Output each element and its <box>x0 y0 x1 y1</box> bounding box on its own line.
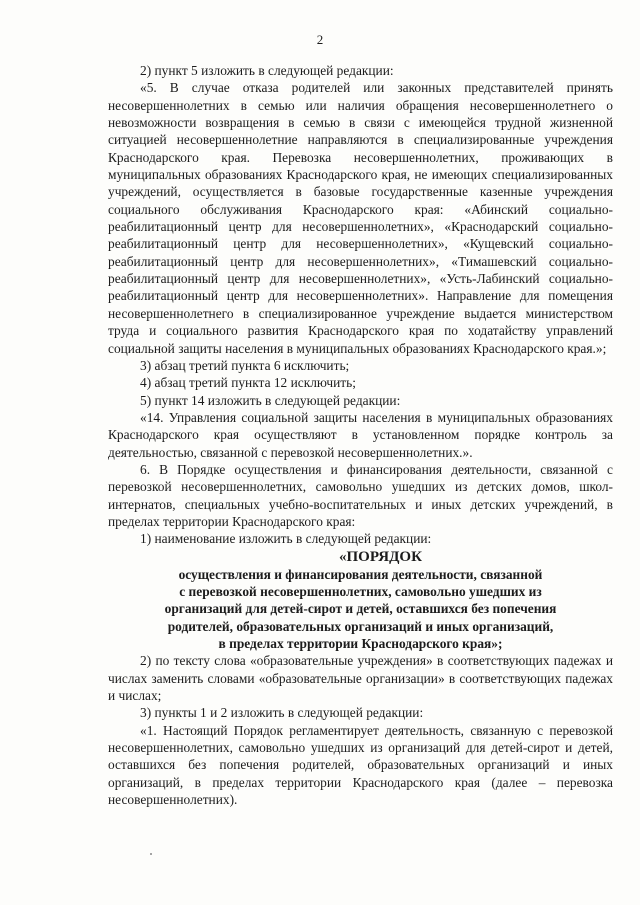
paragraph: «5. В случае отказа родителей или законных представителей принять несовершеннолетних в семью или наличия обращения несовершеннолетнего о невозможности возвращения в семью в связи с имеющейся трудной жизненной ситуацией несовершеннолетние направляются в специализированные учреждения Краснодарского края. Перевозка несовершеннолетних, проживающих в муниципальных образованиях Краснодарского края, не имеющих специализированных учреждений, осуществляется в базовые государственные казенные учреждения социального обслуживания Краснодарского края: «Абинский социально-реабилитационный центр для несовершеннолетних», «Краснодарский социально-реабилитационный центр для несовершеннолетних», «Кущевский социально-реабилитационный центр для несовершеннолетних», «Тимашевский социально-реабилитационный центр для несовершеннолетних», «Усть-Лабинский социально-реабилитационный центр для несовершеннолетних». Направление для помещения несовершеннолетнего в специализированное учреждение выдается министерством труда и социального развития Краснодарского края по ходатайству управлений социальной защиты населения в муниципальных образованиях Краснодарского края.»; <box>108 80 613 356</box>
title-line: родителей, образовательных организаций и иных организаций, <box>167 618 554 634</box>
document-body <box>108 62 613 808</box>
paragraph: 3) абзац третий пункта 6 исключить; <box>140 357 350 373</box>
paragraph: 1) наименование изложить в следующей редакции: <box>140 531 432 547</box>
title-main: «ПОРЯДОК <box>339 548 422 565</box>
title-line: в пределах территории Краснодарского края»; <box>218 636 503 651</box>
document-title-block <box>108 548 613 653</box>
paragraph: 5) пункт 14 изложить в следующей редакции: <box>140 392 401 408</box>
paragraph: 2) пункт 5 изложить в следующей редакции: <box>140 63 394 78</box>
page-number: 2 <box>316 32 324 47</box>
paragraph: 6. В Порядке осуществления и финансирования деятельности, связанной с перевозкой несовершеннолетних, самовольно ушедших из детских домов, школ-интернатов, специальных учебно-воспитательных и иных детских учреждений, в пределах территории Краснодарского края: <box>108 461 613 529</box>
paragraph: 2) по тексту слова «образовательные учреждения» в соответствующих падежах и числах заменить словами «образовательные организации» в соответствующих падежах и числах; <box>108 653 613 704</box>
paragraph: «14. Управления социальной защиты населения в муниципальных образованиях Краснодарского края осуществляют в установленном порядке контроль за деятельностью, связанной с перевозкой несовершеннолетних.». <box>108 409 613 460</box>
title-line: организаций для детей-сирот и детей, оставшихся без попечения <box>164 601 557 617</box>
paragraph: 4) абзац третий пункта 12 исключить; <box>140 375 356 391</box>
title-line: с перевозкой несовершеннолетних, самовольно ушедших из <box>179 583 542 599</box>
title-line: осуществления и финансирования деятельности, связанной <box>178 566 543 582</box>
paragraph: 3) пункты 1 и 2 изложить в следующей редакции: <box>140 705 424 721</box>
paragraph: «1. Настоящий Порядок регламентирует деятельность, связанную с перевозкой несовершеннолетних, самовольно ушедших из организаций для детей-сирот и детей, оставшихся без попечения родителей, образовательных организаций и иных организаций, в пределах территории Краснодарского края (далее – перевозка несовершеннолетних). <box>108 722 613 808</box>
scan-speck <box>150 853 152 855</box>
